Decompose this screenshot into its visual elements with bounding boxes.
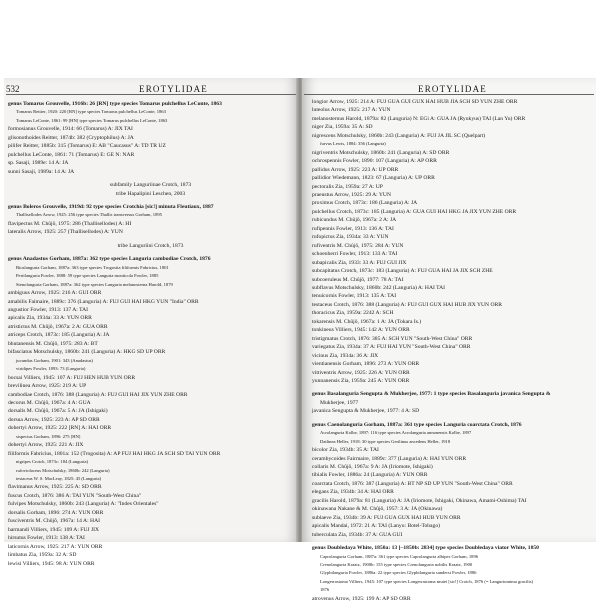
species-entry: flavimanus Arrow, 1925: 225 A: SD ORR [8, 484, 102, 491]
species-entry: laticornis Arrow, 1925: 217 A: YUN ORR [8, 543, 103, 550]
species-entry: angustior Fowler, 1913: 137 A: TAI [8, 306, 89, 313]
species-entry: tonkineus Villiers, 1945: 142 A: YUN ORR [312, 327, 410, 334]
species-entry: rufiventris M. Chûjô, 1975: 284 A: YUN [312, 242, 404, 249]
species-entry: nigriventris Motschulsky, 1860b: 241 (Languria) A: SD ORR [312, 149, 450, 156]
species-entry: cambodiae Crotch, 1876: 388 (Languria) A: FUJ GUI HAI JIX YUN ZHE ORR [8, 391, 188, 398]
species-entry: cerambycoides Fairmaire, 1889c: 377 (Languria) A: HAI YUN ORR [312, 455, 467, 462]
species-entry: atristictus M. Chûjô, 1967a: 2 A: GUA ORR [8, 323, 108, 330]
species-entry: Datlinea Heller, 1918: 30 type species Gerilinus ancedens Heller, 1918 [320, 438, 451, 444]
species-entry: sublaeve Zia, 1934b: 39 A: FUJ GUA GUX HAI HUB YUN ORR [312, 514, 461, 521]
species-entry: fusciventris M. Chûjô, 1967a: 14 A: HAI [8, 518, 100, 525]
species-entry: bocsai Villiers, 1945: 107 A: FUJ HEN HUB YUN ORR [8, 374, 136, 381]
species-entry: subcoeruleus M. Chûjô, 1977: 78 A: TAI [312, 276, 404, 283]
species-entry: gracilis Harold, 1879a: 81 (Languria) A: JA (Iriomote, Ishigaki, Okinawa, Amami-Oshima) TAI [312, 497, 527, 504]
species-entry: rubicundus M. Chûjô, 1967a: 2 A: JA [312, 217, 397, 224]
left-text-column [8, 100, 293, 568]
species-entry: bicolor Zia, 1934b: 35 A: TAI [312, 447, 379, 454]
species-entry: rufipennis Fowler, 1913: 136 A: TAI [312, 225, 394, 232]
species-entry: sispectus Gorham, 1896: 275 [HN] [16, 433, 81, 439]
species-entry: atriceps Crotch, 1873c: 185 (Languria) A: JA [8, 332, 110, 339]
genus-entry: genus Caenolanguria Gorham, 1887a: 361 type species Languria coarctata Crotch, 1876 [312, 421, 522, 428]
species-entry: longior Arrow, 1925: 214 A: FUJ GUA GUI GUX HAI HUB JIA SCH SD YUN ZHE ORR [312, 99, 518, 105]
species-entry: glisonothoides Reitter, 1874b: 382 (Cryptophilus) A: JA [8, 134, 134, 141]
species-entry: jucundus Gorham, 1901: 343 (Anadastus) [16, 357, 93, 363]
species-entry: pectoralis Zia, 1959a: 27 A: UP [312, 183, 383, 190]
species-entry: lewisi Villiers, 1945: 98 A: YUN ORR [8, 560, 95, 567]
species-entry: bhutanensis M. Chûjô, 1975: 283 A: BT [8, 340, 98, 347]
species-entry: atrovenus Arrow, 1925: 199 A: AP SD ORR [312, 595, 411, 602]
species-entry: rufopictus Zia, 1934a: 33 A: YUN [312, 234, 389, 241]
species-entry: vittiventris Arrow, 1925: 226 A: YUN ORR [312, 369, 410, 376]
species-entry: dorsalis Gorham, 1896: 274 A: YUN ORR [8, 509, 104, 516]
species-entry: Bioslanguria Gorham, 1887a: 363 type species Trogosita filiformis Fabricius, 1801 [16, 264, 169, 270]
taxon-heading: subfamily Languriinae Crotch, 1873 [109, 182, 192, 189]
species-entry: niger Zia, 1959a: 35 A: SD [312, 124, 373, 131]
running-head: EROTYLIDAE [418, 84, 487, 94]
genus-entry: genus Basalanguria Sengupta & Mukherjee, 1977: 1 type species Basalanguria javanica Sengupta & [312, 391, 551, 398]
taxon-heading: tribe Hapalipini Leschen, 2003 [115, 190, 186, 197]
species-entry: thoracicus Zia, 1959a: 2242 A: SCH [312, 310, 394, 317]
right-text-column [312, 98, 592, 603]
species-entry: filiformis Fabricius, 1801a: 152 (Trogosita) A: AP FUJ HAI HKG JA SCH SD TAI YUN ORR [8, 450, 221, 457]
page-number: 532 [6, 84, 20, 94]
genus-entry: genus Tomarus Grouvelle, 1916b: 26 [RN] type species Tomarus pulchellus LeConte, 1863 [8, 101, 222, 107]
species-entry: praeustus Arrow, 1925: 29 A: YUN [312, 191, 391, 198]
species-entry: tenuicornis Fowler, 1913: 135 A: TAI [312, 293, 397, 300]
species-entry: fulvipes Motschulsky, 1860b: 243 (Languria) A: "Indes Orientales" [8, 501, 159, 508]
species-entry: Pertilanguria Fowler, 1888: 59 type species Languria monticola Fowler, 1885 [16, 273, 159, 279]
species-entry: pilifer Reitter, 1885b: 315 (Tomarus) E: AB "Caucasus" A: TD TR UZ [8, 143, 166, 150]
species-entry: apicalis Mandai, 1972: 21 A: TAI (Lanyu: Botel-Tobago) [312, 523, 440, 530]
species-entry: amabilis Faimaire, 1889c: 376 (Languria) A: FUJ GUI HAI HKG YUN "India" ORR [8, 298, 199, 305]
species-entry: dohertyi Arrow, 1925: 221 A: JIX [8, 442, 84, 449]
species-entry: okinawana Nakane & M. Chûjô, 1957: 3 A: JA (Okinawa) [312, 506, 443, 513]
species-entry: pulchellus Crotch, 1873c: 185 (Languria) A: GUA GUI HAI HKG JA JIX YUN ZHE ORR [312, 208, 517, 215]
species-entry: javanica Sengupta & Mukherjee, 1977: 4 A: SD [312, 408, 420, 415]
species-entry: variegatus Zia, 1934a: 37 A: FUJ HAI YUN "South-West China" ORR [312, 344, 471, 351]
species-entry: subflavus Motschulsky, 1860b: 242 (Languria) A: HAI TAI [312, 284, 446, 291]
species-entry: formosianus Grouvelle, 1914: 66 (Tomarus) A: JIX TAI [8, 126, 133, 133]
species-entry: Crenolanguria Kraatz, 1900b: 155 type species Crenolanguria nobilis Kraatz, 1900 [320, 562, 473, 568]
species-entry: apicalis Zia, 1934a: 33 A: YUN ORR [8, 315, 92, 322]
species-entry: Stenolanguria Gorham, 1887a: 362 type species Languria melanosterna Harold, 1879 [16, 281, 173, 287]
species-entry: lateralis Arrow, 1925: 257 (Thallisellodes) A: YUN [8, 229, 123, 236]
species-entry: bifasciatus Motschulsky, 1860b: 241 (Languria) A: HKG SD UP ORR [8, 349, 166, 356]
header-rule [304, 94, 594, 95]
species-entry: pallidior Wiedemann, 1823: 67 (Languria) A: UP ORR [312, 175, 435, 182]
left-page [4, 78, 299, 567]
species-entry: pallidus Arrow, 1925: 223 A: UP ORR [312, 166, 399, 173]
genus-entry: genus Boleros Grouvelle, 1919d: 92 type species Crotchia [sic!] minuta Fleutiaux, 1887 [8, 203, 214, 210]
species-entry: melanosternus Harold, 1879a: 82 (Languria) N: EGi A: GUA JA (Ryukyus) TAI (Lan Yu) ORR [312, 115, 526, 122]
species-entry: 1876 [320, 587, 330, 593]
species-entry: testaceus Crotch, 1876: 388 (Languria) A: FUJ GUI GUX HAI HUB JIX YUN ORR [312, 301, 502, 308]
species-entry: nigripes Crotch, 1873c: 184 (Languria) [16, 459, 89, 465]
species-entry: subcapitatus Crotch, 1873c: 183 (Languria) A: FUJ GUA HAI JA JIX SCH ZHE [312, 268, 493, 275]
species-entry: Longerrastoma Villiers, 1945: 107 type species Longerrastoma mutei [sic!] Crotch, 1876 (= Languriomima gracilis) [320, 578, 534, 584]
species-entry: elegans Zia, 1934b: 34 A: HAI ORR [312, 489, 394, 496]
species-entry: fuscus Crotch, 1876: 386 A: TAI YUN "South-West China" [8, 492, 142, 499]
species-entry: Acrolanguria Kolbe, 1897: 116 type species Acrolanguria annonensis Kolbe, 1897 [320, 430, 472, 436]
genus-entry: genus Doubledaya White, 1850a: 13 [~1850b: 2834] type species Doubledaya viator White, 1850 [312, 545, 539, 552]
species-entry: Mukherjee, 1977 [320, 399, 359, 406]
species-entry: brevilinea Arrow, 1925: 219 A: UP [8, 383, 87, 390]
species-entry: harmandi Villiers, 1945: 109 A: FUJ JIX [8, 526, 100, 533]
species-entry: ambiguus Arrow, 1925: 216 A: GUI ORR [8, 290, 102, 297]
species-entry: collaris M. Chûjô, 1967a: 9 A: JA (Iriomote, Ishigaki) [312, 464, 433, 471]
species-entry: dorsalis M. Chûjô, 1967a: 5 A: JA (Ishigaki) [8, 408, 108, 415]
species-entry: limbatus Zia, 1959a: 32 A: SD [8, 552, 77, 559]
species-entry: Thallisellodes Arrow, 1925: 256 type species Thallis transversus Gorham, 1895 [16, 212, 162, 218]
species-entry: dohertyi Arrow, 1925: 222 [RN] A: HAI ORR [8, 425, 112, 432]
species-entry: subapicalis Zia, 1933: 33 A: FUJ GUI JIX [312, 259, 407, 266]
right-page [302, 78, 596, 602]
species-entry: luteolus Arrow, 1925: 217 A: YUN [312, 107, 391, 114]
species-entry: coarctata Crotch, 1876: 387 (Languria) A: BT NP SD UP YUN "South-West China" ORR [312, 480, 513, 487]
species-entry: viridipes Fowler, 1893: 73 (Languria) [16, 366, 86, 372]
species-entry: ochrospennis Fowler, 1890: 107 (Languria) A: AP ORR [312, 158, 437, 165]
species-entry: sunni Sasaji, 1989a: 14 A: JA [8, 168, 75, 175]
species-entry: schoenherri Fowler, 1913: 133 A: TAI [312, 251, 398, 258]
species-entry: tristigmatus Crotch, 1876: 385 A: SCH YUN "South-West China" ORR [312, 335, 473, 342]
species-entry: decorus M. Chûjô, 1967a: 4 A: GUA [8, 399, 91, 406]
species-entry: tibialis Fowler, 1886a: 24 (Languria) A: YUN ORR [312, 472, 428, 479]
header-rule [6, 94, 297, 95]
species-entry: flavipectus M. Chûjô, 1975: 286 (Thallisellodes) A: HI [8, 220, 132, 227]
species-entry: Tomarus Reitter, 1920: 220 [RN] type species Tomarus pulchellus LeConte, 1863 [16, 109, 166, 115]
species-entry: vicinus Zia, 1934a: 36 A: JIX [312, 352, 379, 359]
species-entry: proximus Crotch, 1873c: 186 (Languria) A: JA [312, 200, 418, 207]
species-entry: tuberculata Zia, 1934b: 37 A: GUA GUI [312, 531, 403, 538]
species-entry: tokarensis M. Chûjô, 1967a: 1 A: JA (Tokara Is.) [312, 318, 422, 325]
species-entry: Caprolanguria Gorham, 1887a: 361 type species Caprolanguria albipes Gorham, 1896 [320, 553, 479, 559]
species-entry: nigrescens Motschulsky, 1860b: 243 (Languria) A: FUJ JA JIL SC (Quelpart) [312, 132, 486, 139]
species-entry: vientianensis Gorham, 1896: 273 A: YUN ORR [312, 361, 420, 368]
species-entry: hirsutus Fowler, 1913: 138 A: TAI [8, 535, 85, 542]
species-entry: sp. Sasaji, 1989e: 14 A: JA [8, 160, 69, 167]
species-entry: furvus Lewis, 1884: 356 (Languria) [320, 141, 386, 147]
species-entry: Tomarus LeConte, 1861: 99 [HN] type species Tomarus pulchellus LeConte, 1863 [16, 117, 168, 123]
species-entry: testaceus W. S. MacLeay, 1825: 45 (Languria) [16, 476, 102, 482]
taxon-heading: tribe Languriini Crotch, 1873 [117, 242, 184, 249]
running-head: EROTYLIDAE [139, 84, 208, 94]
genus-entry: genus Anadastus Gorham, 1887a: 362 type species Languria cambodiae Crotch, 1876 [8, 256, 211, 263]
species-entry: Glyphilanguria Fowler, 1886a: 22 type species Glyphilanguria sandersi Fowler, 1886 [320, 570, 477, 576]
species-entry: dorsua Arrow, 1925: 223 A: AP SD ORR [8, 416, 100, 423]
species-entry: pulchellus LeConte, 1861: 71 (Tomarus) E: GE N: NAR [8, 151, 135, 158]
species-entry: rufoviolaceus Motschulsky, 1860b: 242 (Languria) [16, 467, 110, 473]
species-entry: yunnanensis Zia, 1959a: 245 A: YUN ORR [312, 377, 410, 384]
